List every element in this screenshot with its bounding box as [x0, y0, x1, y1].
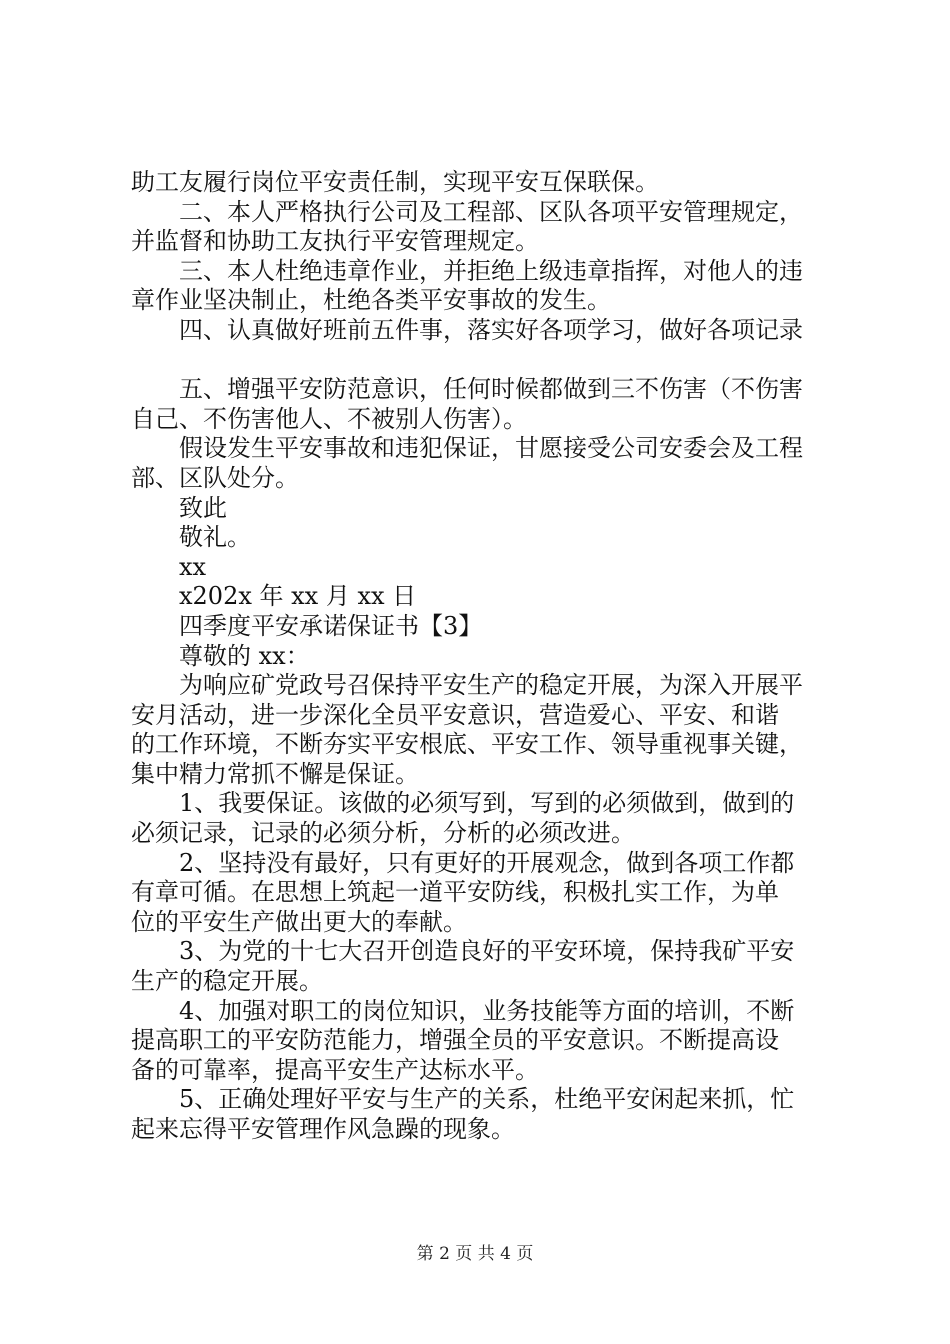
- paragraph-line: 自己、不伤害他人、不被别人伤害）。: [131, 404, 527, 433]
- paragraph-line: 2、坚持没有最好，只有更好的开展观念，做到各项工作都: [179, 848, 795, 877]
- paragraph-line: 二、本人严格执行公司及工程部、区队各项平安管理规定，: [179, 197, 803, 226]
- paragraph-line: 起来忘得平安管理作风急躁的现象。: [131, 1115, 515, 1143]
- paragraph-line: 并监督和协助工友执行平安管理规定。: [131, 227, 539, 256]
- paragraph-line: 章作业坚决制止，杜绝各类平安事故的发生。: [131, 286, 611, 315]
- paragraph-line: 为响应矿党政号召保持平安生产的稳定开展，为深入开展平: [179, 671, 803, 700]
- paragraph-line: 提高职工的平安防范能力，增强全员的平安意识。不断提高设: [131, 1026, 779, 1055]
- document-body: [131, 168, 836, 1145]
- paragraph-line: 安月活动，进一步深化全员平安意识，营造爱心、平安、和谐: [131, 700, 779, 729]
- paragraph-line: 有章可循。在思想上筑起一道平安防线，积极扎实工作，为单: [131, 878, 779, 907]
- section-title: 四季度平安承诺保证书【3】: [179, 611, 483, 640]
- paragraph-line: 3、为党的十七大召开创造良好的平安环境，保持我矿平安: [179, 937, 795, 966]
- closing-salute: 敬礼。: [179, 523, 251, 552]
- paragraph-line: 助工友履行岗位平安责任制，实现平安互保联保。: [131, 168, 659, 196]
- paragraph-line: 1、我要保证。该做的必须写到，写到的必须做到，做到的: [179, 789, 795, 818]
- paragraph-line: 五、增强平安防范意识，任何时候都做到三不伤害（不伤害: [179, 375, 803, 404]
- paragraph-line: 位的平安生产做出更大的奉献。: [131, 907, 467, 936]
- paragraph-line: 三、本人杜绝违章作业，并拒绝上级违章指挥，对他人的违: [179, 256, 803, 285]
- paragraph-line: 假设发生平安事故和违犯保证，甘愿接受公司安委会及工程: [179, 434, 803, 463]
- blank-line: [131, 346, 836, 376]
- signature-date: x202x 年 xx 月 xx 日: [179, 582, 417, 611]
- closing-phrase: 致此: [179, 493, 227, 522]
- page-number: 第 2 页 共 4 页: [416, 1244, 534, 1264]
- paragraph-line: 集中精力常抓不懈是保证。: [131, 759, 419, 788]
- paragraph-line: 的工作环境，不断夯实平安根底、平安工作、领导重视事关键，: [131, 730, 803, 759]
- paragraph-line: 必须记录，记录的必须分析，分析的必须改进。: [131, 819, 635, 848]
- paragraph-line: 备的可靠率，提高平安生产达标水平。: [131, 1055, 539, 1084]
- paragraph-line: 4、加强对职工的岗位知识，业务技能等方面的培训，不断: [179, 996, 795, 1025]
- salutation: 尊敬的 xx：: [179, 641, 310, 670]
- paragraph-line: 生产的稳定开展。: [131, 967, 323, 996]
- paragraph-line: 5、正确处理好平安与生产的关系，杜绝平安闲起来抓，忙: [179, 1085, 795, 1114]
- paragraph-line: 部、区队处分。: [131, 463, 299, 492]
- signature-name: xx: [179, 552, 207, 581]
- paragraph-line: 四、认真做好班前五件事，落实好各项学习，做好各项记录: [179, 315, 803, 344]
